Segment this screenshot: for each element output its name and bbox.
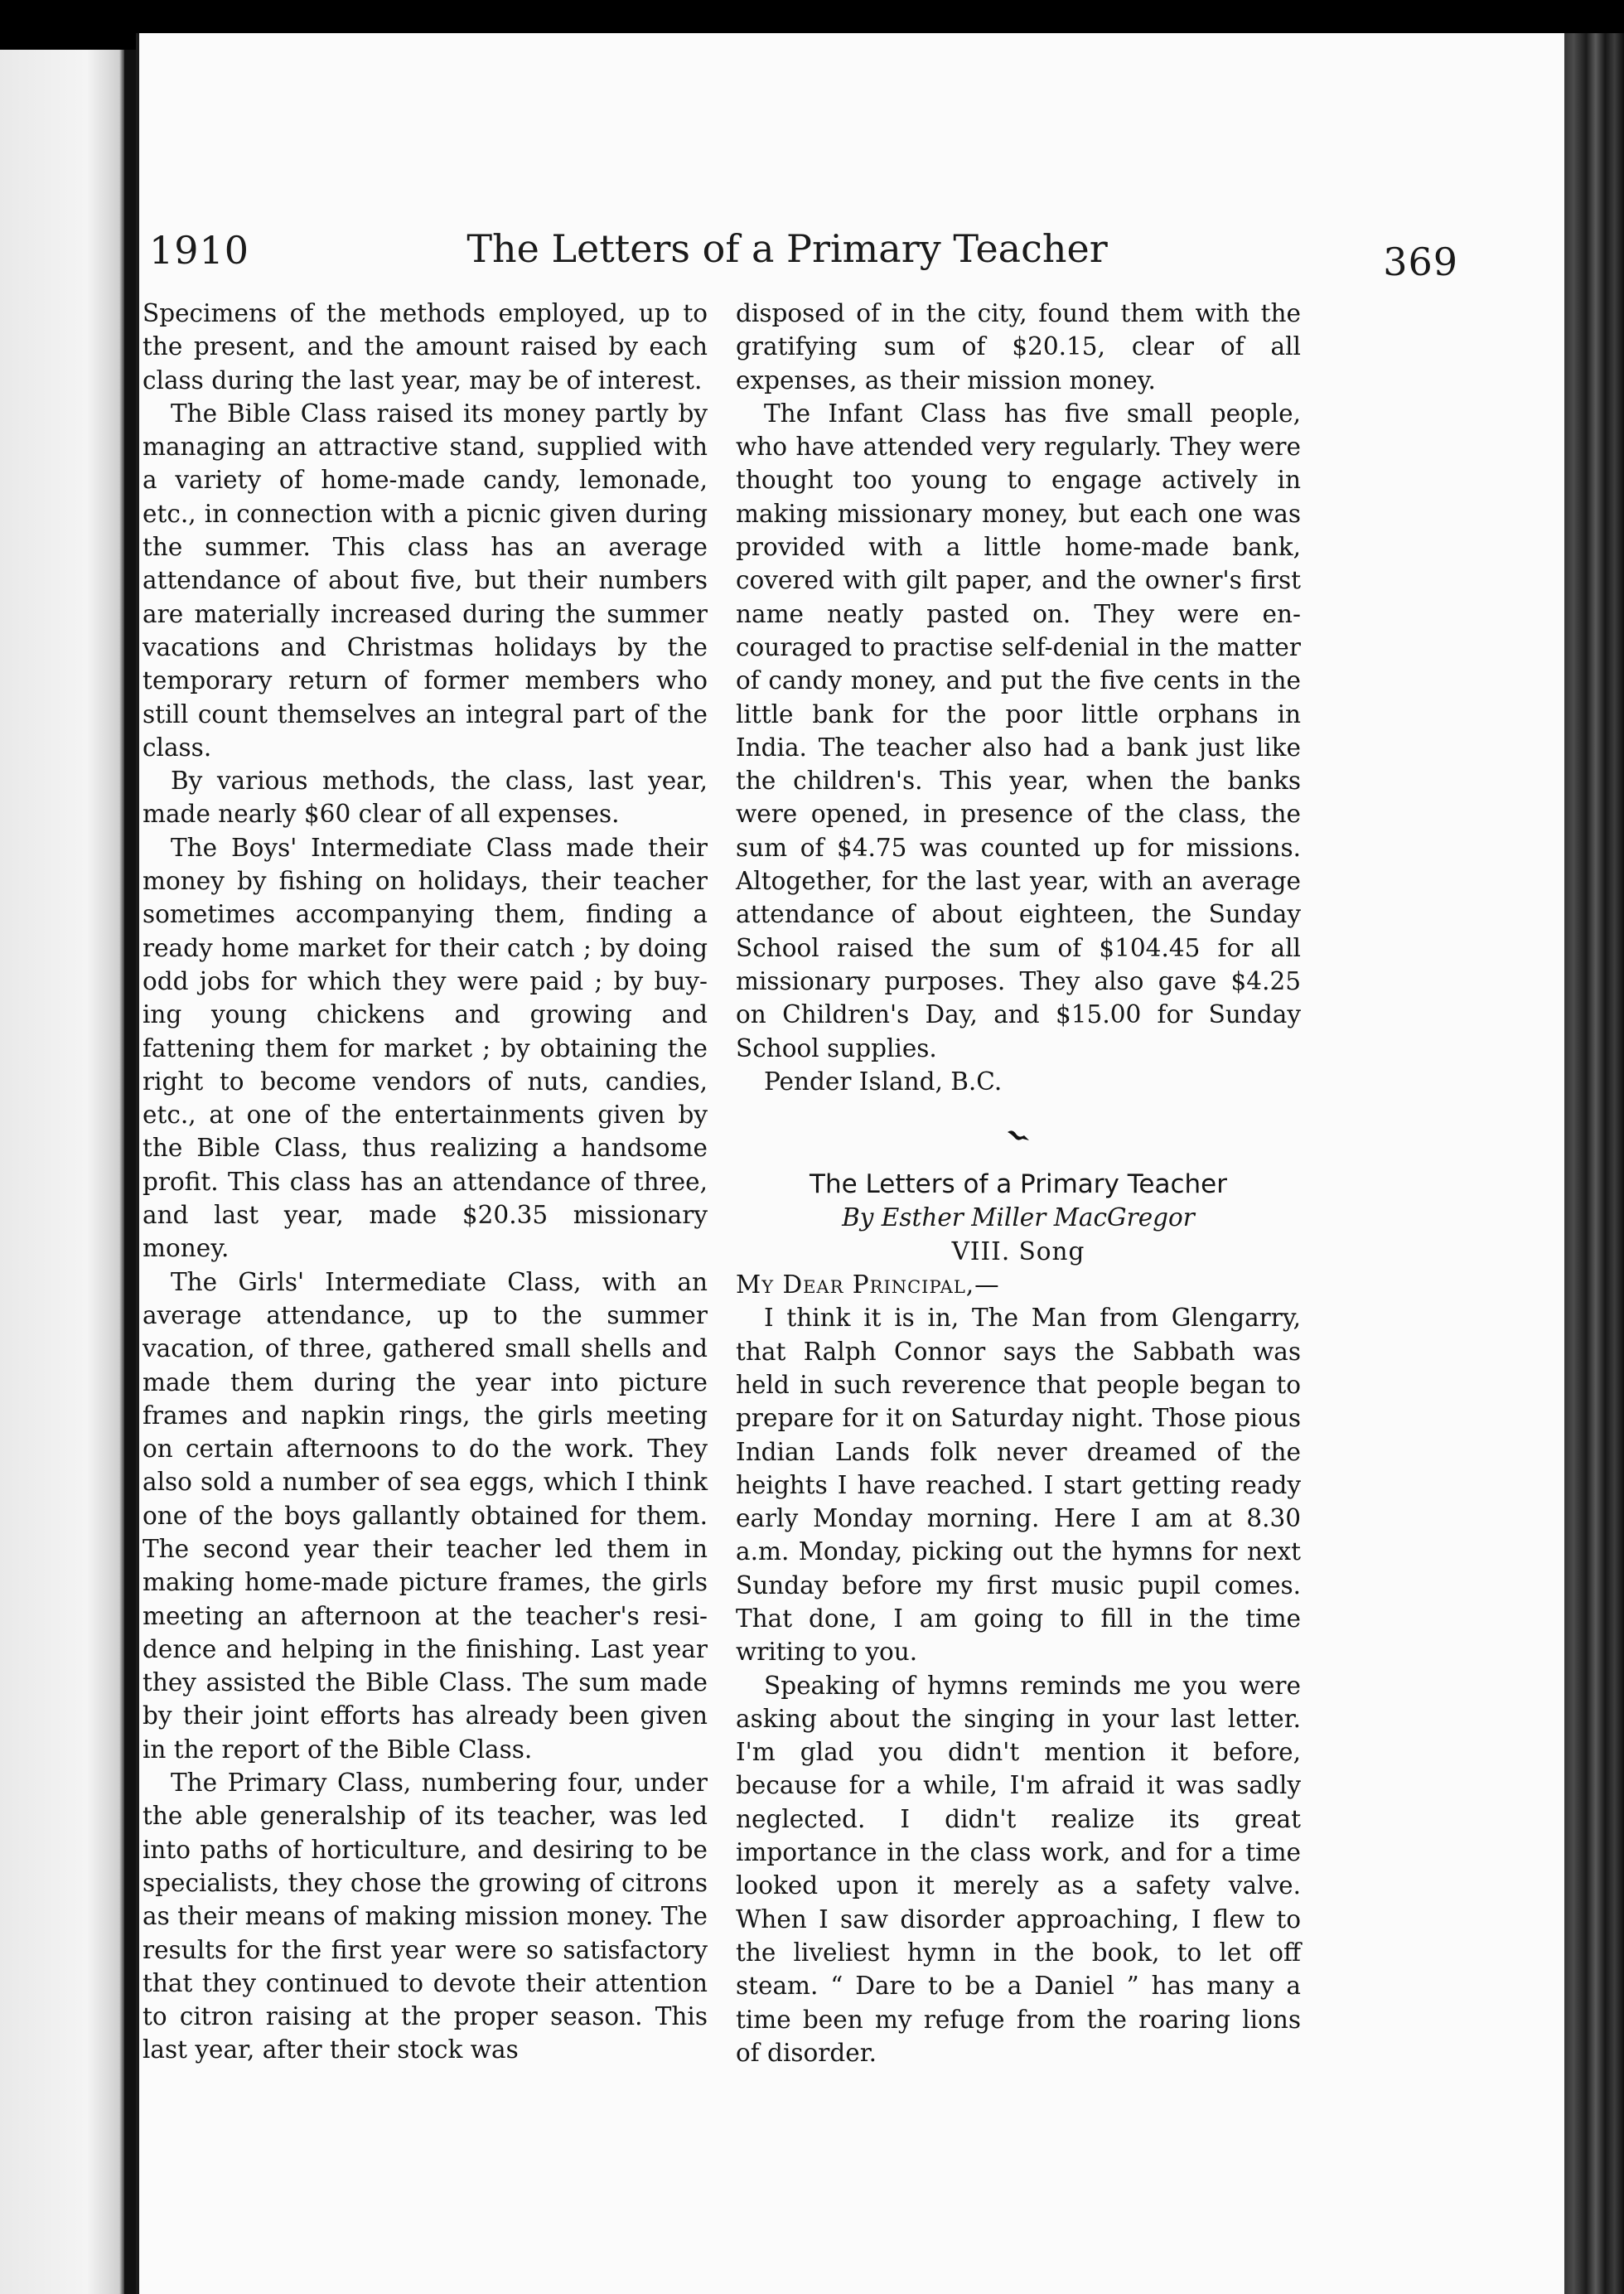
running-title: The Letters of a Primary Teacher — [466, 226, 1108, 271]
article-section-heading: VIII. Song — [951, 1237, 1085, 1266]
running-head — [149, 220, 1458, 286]
signoff-location: Pender Island, B.C. — [764, 1067, 1003, 1096]
fleuron-icon — [1006, 1127, 1031, 1144]
page-number: 369 — [1383, 240, 1458, 284]
paragraph: Speaking of hymns reminds me you were asking about the singing in your last letter. I'm glad you didn't mention it before, because for a while, I'm afraid it was sadly neglected. I didn't realize its great importance in the class work, and for a time looked upon it merely as a safety valve. When I saw disorder approaching, I flew to the liveliest hymn in the book, to let off steam. “ Dare to be a Daniel ” has many a time been my refuge from the roaring lions of disorder. — [736, 1671, 1301, 2067]
paragraph: The Infant Class has five small people, who have attended very regularly. They were thought too young to engage actively in making missionary money, but each one was provided with a little home-made bank, covered with gilt paper, and the owner's first name neatly pasted on. They were encouraged to practise self-denial in the matter of candy money, and put the five cents in the little bank for the poor little orphans in India. The teacher also had a bank just like the children's. This year, when the banks were opened, in presence of the class, the sum of $4.75 was counted up for missions. Altogether, for the last year, with an average attendance of about eighteen, the Sunday School raised the sum of $104.45 for all missionary purposes. They also gave $4.25 on Children's Day, and $15.00 for Sunday School supplies. — [736, 399, 1301, 1062]
paragraph: The Girls' Intermediate Class, with an average attendance, up to the summer vacation, of three, gathered small shells and made them during the year into picture frames and napkin rings, the girls meeting on certain afternoons to do the work. They also sold a number of sea eggs, which I think one of the boys gallantly obtained for them. The second year their teacher led them in making home-made picture frames, the girls meeting an afternoon at the teacher's residence and helping in the finishing. Last year they assisted the Bible Class. The sum made by their joint efforts has already been given in the report of the Bible Class. — [143, 1267, 708, 1764]
paragraph: The Boys' Intermediate Class made their money by fishing on holidays, their teacher sometimes accompanying them, finding a ready home market for their catch ; by doing odd jobs for which they were paid ; by buying young chickens and growing and fattening them for market ; by obtaining the right to become vendors of nuts, candies, etc., at one of the entertainments given by the Bible Class, thus realizing a handsome profit. This class has an attendance of three, and last year, made $20.35 missionary money. — [143, 833, 708, 1263]
letter-salutation: My Dear Principal,— — [736, 1270, 1000, 1299]
paragraph: disposed of in the city, found them with the gratifying sum of $20.15, clear of all expenses, as their mission money. — [736, 299, 1301, 394]
left-column — [143, 297, 708, 2067]
right-column — [736, 297, 1301, 2069]
book-fore-edge — [1561, 33, 1624, 2294]
paragraph: I think it is in, The Man from Glengarry, that Ralph Connor says the Sabbath was held in such reverence that people began to prepare for it on Saturday night. Those pious Indian Lands folk never dreamed of the heights I have reached. I start getting ready early Monday morning. Here I am at 8.30 a.m. Monday, picking out the hymns for next Sunday before my first music pupil comes. That done, I am going to fill in the time writing to you. — [736, 1304, 1301, 1667]
facing-page-edge — [0, 50, 124, 2294]
paragraph: The Bible Class raised its money partly by managing an attractive stand, supplied with a variety of home-made candy, lemonade, etc., in connection with a picnic given during the summer. This class has an average attendance of about five, but their numbers are materially increased during the summer vacations and Christmas holidays by the temporary return of former members who still count themselves an integral part of the class. — [143, 399, 708, 762]
article-byline: By Esther Miller MacGregor — [842, 1203, 1195, 1232]
header-year: 1910 — [149, 228, 250, 273]
paragraph: Specimens of the methods employed, up to the present, and the amount raised by each class during the last year, may be of interest. — [143, 299, 708, 394]
paragraph: The Primary Class, numbering four, under the able generalship of its teacher, was led into paths of horticulture, and desiring to be specialists, they chose the growing of citrons as their means of making mission money. The results for the first year were so satisfactory that they continued to devote their attention to citron raising at the proper season. This last year, after their stock was — [143, 1769, 708, 2064]
section-ornament — [736, 1120, 1301, 1156]
paragraph: By various methods, the class, last year, made nearly $60 clear of all expenses. — [143, 767, 708, 829]
article-title: The Letters of a Primary Teacher — [810, 1169, 1227, 1200]
book-gutter — [124, 50, 136, 2294]
